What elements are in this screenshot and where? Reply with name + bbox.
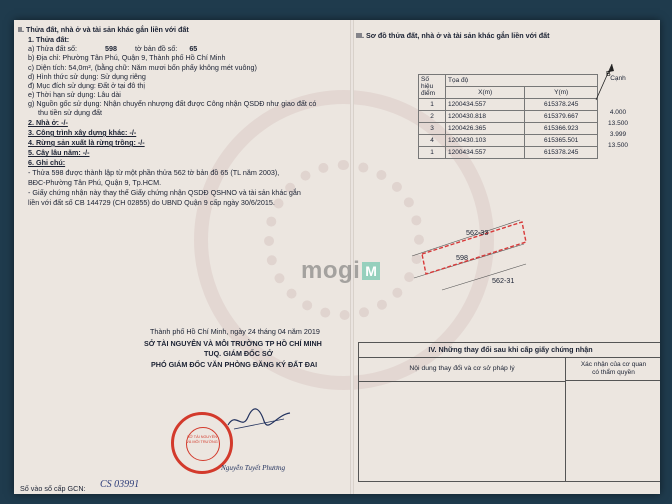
register-label: Số vào sổ cấp GCN: [20, 484, 86, 493]
north-letter: B [606, 71, 611, 78]
table-row [419, 135, 598, 147]
note-4: liền với đất số CB 144729 (CH 02855) do UBND Quận 9 cấp ngày 30/6/2015. [28, 198, 275, 207]
other-construction-line: 3. Công trình xây dựng khác: -/- [28, 128, 137, 137]
table-row [419, 99, 598, 111]
mogi-mark-icon: M [362, 262, 380, 280]
certificate-sheet [14, 20, 660, 494]
forest-line: 4. Rừng sản xuất là rừng trồng: -/- [28, 138, 145, 147]
register-number: CS 03991 [100, 479, 140, 490]
point-id: 2 [419, 111, 446, 123]
confirm-header-line-1: Xác nhận của cơ quan [580, 361, 647, 368]
point-id: 1 [419, 99, 446, 111]
tuq-line: TUQ. GIÁM ĐỐC SỞ [204, 349, 273, 358]
usage-purpose-line: đ) Mục đích sử dụng: Đất ở tại đô thị [28, 81, 145, 90]
origin-line-2: thu tiền sử dụng đất [38, 108, 102, 117]
table-row [419, 123, 598, 135]
north-arrow-icon [590, 60, 620, 104]
usage-term-line: e) Thời hạn sử dụng: Lâu dài [28, 90, 121, 99]
point-y: 615378.245 [525, 99, 598, 111]
mogi-watermark [301, 257, 380, 285]
note-1: - Thửa 598 được thành lập từ một phần thửa 562 tờ bản đồ 65 (TL năm 2003), [28, 168, 280, 177]
edge-length: 13.500 [608, 141, 628, 149]
point-x: 1200430.103 [446, 135, 525, 147]
head-coordinates: Tọa độ [446, 75, 598, 87]
neighbor-label-top: 562-33 [466, 228, 489, 237]
area-line: c) Diện tích: 54,0m², (bằng chữ: Năm mươi bốn phẩy không mét vuông) [28, 63, 257, 72]
coordinate-table [418, 74, 598, 159]
point-y: 615365.501 [525, 135, 598, 147]
map-sheet-number: 65 [189, 44, 198, 53]
head-point-id: Số hiệu điểm [419, 75, 446, 99]
point-id: 3 [419, 123, 446, 135]
notes-heading: 6. Ghi chú: [28, 158, 66, 167]
point-y: 615366.923 [525, 123, 598, 135]
section4-title: IV. Những thay đổi sau khi cấp giấy chứng nhận [359, 343, 660, 358]
usage-form-line: d) Hình thức sử dụng: Sử dụng riêng [28, 72, 146, 81]
drum-watermark-inner [264, 160, 424, 320]
edge-length: 4.000 [609, 108, 627, 116]
head-x: X(m) [446, 87, 525, 99]
section3-title: III. Sơ đồ thửa đất, nhà ở và tài sản khác gắn liền với đất [356, 31, 550, 40]
parcel-line [28, 44, 197, 53]
point-id: 4 [419, 135, 446, 147]
confirm-header-line-2: có thẩm quyền [592, 369, 635, 376]
point-x: 1200434.557 [446, 147, 525, 159]
edge-length: 13.500 [608, 119, 628, 127]
mogi-brand: mogi [301, 257, 361, 284]
changes-divider [565, 381, 566, 481]
map-sheet-label: tờ bản đồ số: [135, 44, 178, 53]
parcel-label: a) Thửa đất số: [28, 44, 78, 53]
point-y: 615378.245 [525, 147, 598, 159]
table-row [419, 147, 598, 159]
signer-name: Nguyễn Tuyết Phương [221, 464, 286, 472]
edge-head: Cạnh [610, 75, 626, 82]
edge-length: 3.999 [609, 130, 627, 138]
perennial-line: 5. Cây lâu năm: -/- [28, 148, 90, 157]
handwritten-signature [224, 405, 294, 435]
seal-text: SỞ TÀI NGUYÊN VÀ MÔI TRƯỜNG [186, 435, 218, 444]
signer-title: PHÓ GIÁM ĐỐC VĂN PHÒNG ĐĂNG KÝ ĐẤT ĐAI [151, 360, 318, 369]
note-2: BĐC-Phường Tân Phú, Quận 9, Tp.HCM. [28, 178, 162, 187]
point-id: 1 [419, 147, 446, 159]
address-line: b) Địa chỉ: Phường Tân Phú, Quận 9, Thành phố Hồ Chí Minh [28, 53, 226, 62]
point-x: 1200426.365 [446, 123, 525, 135]
house-line: 2. Nhà ở: -/- [28, 118, 68, 127]
parcel-number: 598 [105, 44, 118, 53]
parcel-heading: 1. Thửa đất: [28, 35, 70, 44]
parcel-label-sketch: 598 [456, 253, 468, 262]
issuing-org: SỞ TÀI NGUYÊN VÀ MÔI TRƯỜNG TP HỒ CHÍ MINH [144, 339, 322, 348]
point-x: 1200434.557 [446, 99, 525, 111]
changes-table [358, 342, 660, 482]
section2-title: II. Thửa đất, nhà ở và tài sản khác gắn liền với đất [18, 25, 189, 34]
point-x: 1200430.818 [446, 111, 525, 123]
changes-content-header: Nội dung thay đổi và cơ sở pháp lý [359, 357, 566, 382]
place-date: Thành phố Hồ Chí Minh, ngày 24 tháng 04 năm 2019 [150, 327, 320, 336]
note-3: - Giấy chứng nhận này thay thế Giấy chứng nhận QSDĐ QSHNO và tài sản khác gắn [28, 188, 301, 197]
origin-line: g) Nguồn gốc sử dụng: Nhận chuyển nhượng đất được Công nhận QSDĐ như giao đất có [28, 99, 317, 108]
point-y: 615379.667 [525, 111, 598, 123]
head-y: Y(m) [525, 87, 598, 99]
neighbor-label-bottom: 562-31 [492, 276, 515, 285]
table-row [419, 111, 598, 123]
changes-confirm-header [565, 357, 660, 381]
seal-star [186, 427, 220, 461]
